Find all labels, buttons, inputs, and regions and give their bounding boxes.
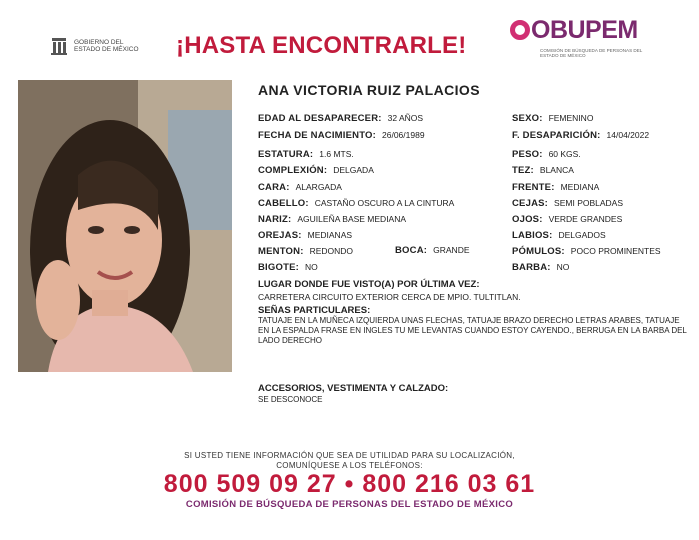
cobupem-logo xyxy=(510,10,660,58)
field-key: F. DESAPARICIÓN: xyxy=(512,130,601,141)
field-value: AGUILEÑA BASE MEDIANA xyxy=(297,214,407,224)
field-right-1 xyxy=(512,130,649,141)
field-right-0 xyxy=(512,113,593,124)
cobupem-subtitle: COMISIÓN DE BÚSQUEDA DE PERSONAS DEL ESTADO DE MÉXICO xyxy=(540,48,643,58)
field-left-5 xyxy=(258,198,454,209)
agency-name: COMISIÓN DE BÚSQUEDA DE PERSONAS DEL ESTADO DE MÉXICO xyxy=(185,499,514,510)
field-right-3 xyxy=(512,165,574,176)
field-value: DELGADOS xyxy=(558,230,606,240)
contact-note-line1: SI USTED TIENE INFORMACIÓN QUE SEA DE UTILIDAD PARA SU LOCALIZACIÓN, xyxy=(184,451,515,460)
field-key: ESTATURA: xyxy=(258,149,314,160)
gob-logo-line2: ESTADO DE MÉXICO xyxy=(74,46,139,53)
contact-note-line2: COMUNÍQUESE A LOS TELÉFONOS: xyxy=(276,461,423,470)
field-value: POCO PROMINENTES xyxy=(570,246,661,256)
field-right-5 xyxy=(512,198,623,209)
field-left-6 xyxy=(258,214,406,225)
field-key: PESO: xyxy=(512,149,543,160)
field-right-2 xyxy=(512,149,581,160)
field-left-9 xyxy=(258,262,318,273)
field-value: GRANDE xyxy=(433,245,470,255)
gobierno-edomex-logo xyxy=(50,36,139,56)
field-left-8 xyxy=(258,246,353,257)
field-key: FECHA DE NACIMIENTO: xyxy=(258,130,376,141)
field-key: TEZ: xyxy=(512,165,534,176)
field-value: VERDE GRANDES xyxy=(548,214,623,224)
accessories-text: SE DESCONOCE xyxy=(258,395,323,404)
field-right-8 xyxy=(512,246,661,257)
state-seal-icon xyxy=(50,36,68,56)
field-key: EDAD AL DESAPARECER: xyxy=(258,113,382,124)
last-seen-text: CARRETERA CIRCUITO EXTERIOR CERCA DE MPIO. TULTITLAN. xyxy=(258,292,521,302)
field-value: 14/04/2022 xyxy=(606,130,650,140)
last-seen-title: LUGAR DONDE FUE VISTO(A) POR ÚLTIMA VEZ: xyxy=(258,279,480,290)
field-key: BARBA: xyxy=(512,262,551,273)
field-key: PÓMULOS: xyxy=(512,246,565,257)
field-value: 1.6 MTS. xyxy=(319,149,354,159)
accessories-title: ACCESORIOS, VESTIMENTA Y CALZADO: xyxy=(258,383,449,394)
field-key: COMPLEXIÓN: xyxy=(258,165,328,176)
field-key: SEXO: xyxy=(512,113,543,124)
field-key: CARA: xyxy=(258,182,290,193)
cobupem-c-icon xyxy=(510,20,530,40)
field-right-7 xyxy=(512,230,606,241)
gob-logo-line1: GOBIERNO DEL xyxy=(74,39,124,46)
field-key: FRENTE: xyxy=(512,182,555,193)
field-value: MEDIANA xyxy=(560,182,600,192)
headline: ¡HASTA ENCONTRARLE! xyxy=(176,32,467,59)
poster-header xyxy=(0,0,699,78)
field-key: LABIOS: xyxy=(512,230,553,241)
field-key: BIGOTE: xyxy=(258,262,299,273)
field-right-4 xyxy=(512,182,599,193)
field-value: CASTAÑO OSCURO A LA CINTURA xyxy=(314,198,455,208)
field-left-7 xyxy=(258,230,352,241)
field-left-0 xyxy=(258,113,423,124)
field-value: REDONDO xyxy=(309,246,354,256)
field-value: DELGADA xyxy=(333,165,374,175)
field-left-2 xyxy=(258,149,354,160)
field-value: MEDIANAS xyxy=(307,230,353,240)
field-right-6 xyxy=(512,214,622,225)
field-value: FEMENINO xyxy=(548,113,594,123)
field-key: BOCA: xyxy=(395,245,428,256)
missing-person-photo xyxy=(18,80,232,372)
field-value: ALARGADA xyxy=(295,182,342,192)
field-value: 32 AÑOS xyxy=(387,113,424,123)
marks-text: TATUAJE EN LA MUÑECA IZQUIERDA UNAS FLECHAS, TATUAJE BRAZO DERECHO LETRAS ARABES, TATUAJE EN LA ESPALDA FRASE EN INGLES TU ME LEVANTAS CUANDO ESTOY CAYENDO., BERRUGA EN LA BARBA DEL LADO DERECHO xyxy=(258,316,687,345)
field-right-9 xyxy=(512,262,569,273)
field-key: CABELLO: xyxy=(258,198,309,209)
field-value: SEMI POBLADAS xyxy=(554,198,624,208)
field-left-3 xyxy=(258,165,374,176)
cobupem-word: OBUPEM xyxy=(531,16,638,44)
field-value: BLANCA xyxy=(539,165,574,175)
field-value: NO xyxy=(556,262,570,272)
field-value: 60 KGS. xyxy=(548,149,581,159)
field-key: OREJAS: xyxy=(258,230,302,241)
field-left-4 xyxy=(258,182,342,193)
field-value: NO xyxy=(304,262,318,272)
field-key: NARIZ: xyxy=(258,214,292,225)
field-left-1 xyxy=(258,130,425,141)
person-name: ANA VICTORIA RUIZ PALACIOS xyxy=(258,82,480,98)
field-key: CEJAS: xyxy=(512,198,549,209)
field-value: 26/06/1989 xyxy=(382,130,425,140)
phone-numbers: 800 509 09 27 • 800 216 03 61 xyxy=(163,470,536,498)
field-key: MENTON: xyxy=(258,246,304,257)
field-key: OJOS: xyxy=(512,214,543,225)
marks-title: SEÑAS PARTICULARES: xyxy=(258,305,371,316)
field-boca xyxy=(395,245,470,256)
